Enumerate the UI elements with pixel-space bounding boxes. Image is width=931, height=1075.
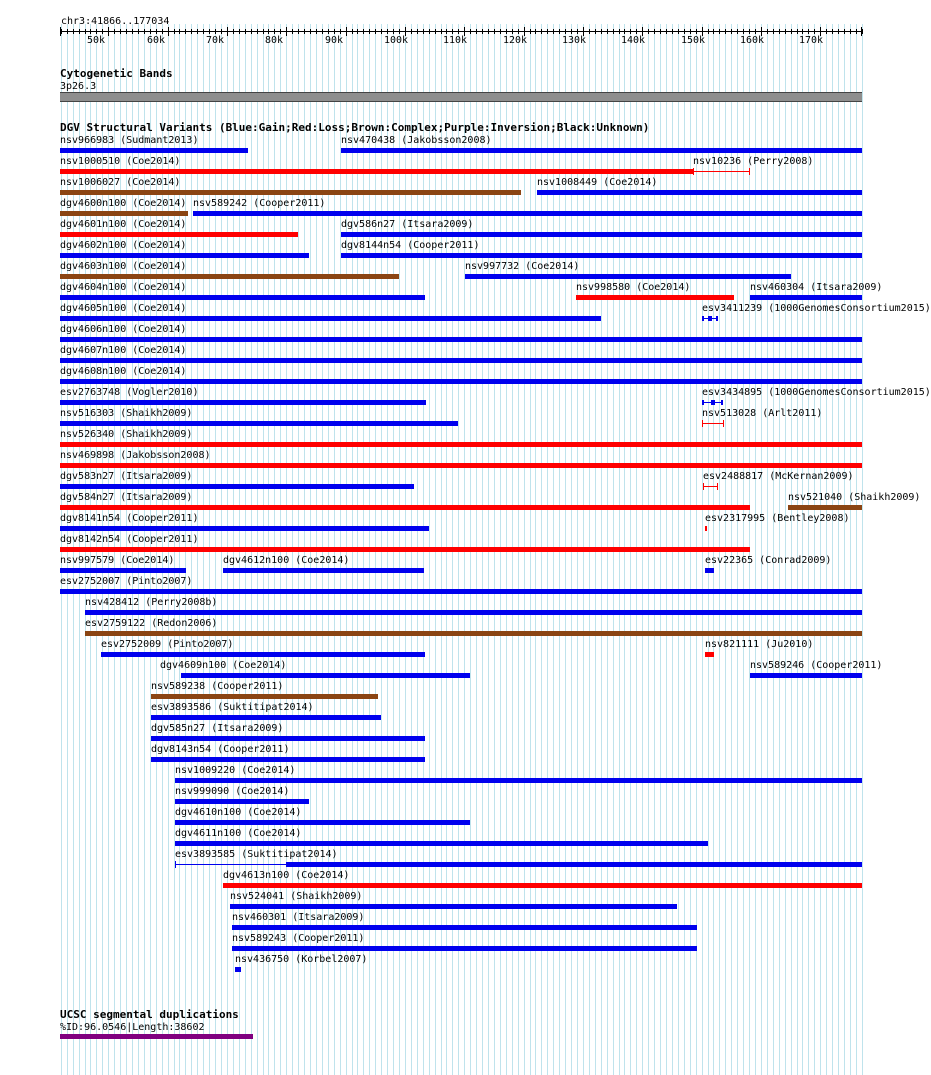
variant-bar[interactable]	[703, 486, 718, 487]
ruler-minor-tick	[619, 29, 620, 34]
ruler-minor-tick	[393, 29, 394, 34]
ruler-minor-tick	[814, 29, 815, 34]
ruler-tick	[346, 27, 347, 36]
ruler-minor-tick	[399, 29, 400, 34]
variant-label[interactable]: nsv460301 (Itsara2009)	[232, 912, 365, 923]
variant-bar[interactable]	[175, 820, 470, 825]
ruler-minor-tick	[470, 29, 471, 34]
variant-bar[interactable]	[232, 925, 697, 930]
variant-bar[interactable]	[85, 631, 862, 636]
variant-bar[interactable]	[193, 211, 862, 216]
variant-label[interactable]: dgv4605n100 (Coe2014)	[60, 303, 187, 314]
variant-label[interactable]: nsv999090 (Coe2014)	[175, 786, 290, 797]
ruler-minor-tick	[298, 29, 299, 34]
variant-bar[interactable]	[60, 379, 862, 384]
variant-label[interactable]: nsv1000510 (Coe2014)	[60, 156, 181, 167]
ruler-minor-tick	[304, 29, 305, 34]
variant-label[interactable]: dgv8144n54 (Cooper2011)	[341, 240, 480, 251]
variant-bar[interactable]	[286, 862, 862, 867]
variant-label[interactable]: nsv516303 (Shaikh2009)	[60, 408, 193, 419]
ruler-minor-tick	[731, 29, 732, 34]
ruler-minor-tick	[749, 29, 750, 34]
ruler-tick-label: 50k	[87, 35, 106, 46]
ruler-minor-tick	[535, 29, 536, 34]
segdup-track-title[interactable]: UCSC segmental duplications	[60, 1008, 239, 1021]
ruler-minor-tick	[120, 29, 121, 34]
ruler-minor-tick	[369, 29, 370, 34]
ruler-minor-tick	[713, 29, 714, 34]
variant-bar[interactable]	[85, 610, 862, 615]
variant-bar[interactable]	[576, 295, 734, 300]
variant-bar[interactable]	[151, 736, 425, 741]
ruler-minor-tick	[500, 29, 501, 34]
variant-label[interactable]: esv3411239 (1000GenomesConsortium2015)	[702, 303, 931, 314]
variant-label[interactable]: nsv589238 (Cooper2011)	[151, 681, 284, 692]
variant-label[interactable]: dgv584n27 (Itsara2009)	[60, 492, 193, 503]
variant-bar[interactable]	[60, 232, 298, 237]
variant-thin-part[interactable]	[175, 864, 286, 865]
variant-bar[interactable]	[60, 148, 248, 153]
variant-label[interactable]: dgv4610n100 (Coe2014)	[175, 807, 302, 818]
ruler-minor-tick	[162, 29, 163, 34]
variant-label[interactable]: nsv513028 (Arlt2011)	[702, 408, 823, 419]
ruler-minor-tick	[856, 29, 857, 34]
variant-bar[interactable]	[230, 904, 677, 909]
variant-bar[interactable]	[60, 316, 601, 321]
ruler-minor-tick	[779, 29, 780, 34]
ruler-tick	[168, 27, 169, 36]
variant-bar[interactable]	[341, 253, 862, 258]
ruler-minor-tick	[156, 29, 157, 34]
ruler-minor-tick	[138, 29, 139, 34]
variant-block	[721, 400, 723, 405]
ruler-tick-label: 100k	[384, 35, 409, 46]
variant-label[interactable]: dgv4612n100 (Coe2014)	[223, 555, 350, 566]
variant-endcap	[723, 420, 724, 427]
segdup-feature[interactable]	[60, 1034, 253, 1039]
ruler-minor-tick	[209, 29, 210, 34]
ruler-minor-tick	[67, 29, 68, 34]
variant-label[interactable]: esv2317995 (Bentley2008)	[705, 513, 850, 524]
ruler-minor-tick	[636, 29, 637, 34]
ruler-minor-tick	[826, 29, 827, 34]
variant-block	[239, 967, 241, 972]
ruler-minor-tick	[357, 29, 358, 34]
ruler-minor-tick	[494, 29, 495, 34]
ruler-minor-tick	[245, 29, 246, 34]
ruler-minor-tick	[838, 29, 839, 34]
ruler-minor-tick	[197, 29, 198, 34]
ruler-minor-tick	[334, 29, 335, 34]
variant-bar[interactable]	[60, 274, 399, 279]
variant-bar[interactable]	[60, 358, 862, 363]
variant-endcap	[693, 168, 694, 175]
cytoband-track-title[interactable]: Cytogenetic Bands	[60, 67, 173, 80]
ruler-tick-label: 60k	[147, 35, 166, 46]
variant-bar[interactable]	[60, 505, 750, 510]
segdup-label: %ID:96.0546|Length:38602	[60, 1022, 205, 1033]
variant-label[interactable]: esv2488817 (McKernan2009)	[703, 471, 854, 482]
ruler-minor-tick	[630, 29, 631, 34]
ruler-minor-tick	[476, 29, 477, 34]
ruler-minor-tick	[862, 29, 863, 34]
variant-label[interactable]: nsv589242 (Cooper2011)	[193, 198, 326, 209]
ruler-minor-tick	[755, 29, 756, 34]
variant-bar[interactable]	[181, 673, 470, 678]
variant-bar[interactable]	[60, 589, 862, 594]
variant-label[interactable]: dgv4606n100 (Coe2014)	[60, 324, 187, 335]
variant-label[interactable]: dgv4600n100 (Coe2014)	[60, 198, 187, 209]
ruler-minor-tick	[577, 29, 578, 34]
ruler-tick-label: 140k	[621, 35, 646, 46]
variant-bar[interactable]	[60, 169, 693, 174]
ruler-minor-tick	[387, 29, 388, 34]
ruler-minor-tick	[737, 29, 738, 34]
ruler-tick	[286, 27, 287, 36]
ruler-tick-label: 130k	[562, 35, 587, 46]
ruler-minor-tick	[743, 29, 744, 34]
ruler-minor-tick	[429, 29, 430, 34]
ruler-minor-tick	[316, 29, 317, 34]
ruler-minor-tick	[678, 29, 679, 34]
variant-bar[interactable]	[60, 337, 862, 342]
variant-bar[interactable]	[341, 148, 862, 153]
ruler-tick	[227, 27, 228, 36]
variant-endcap	[175, 861, 176, 868]
variant-bar[interactable]	[60, 295, 425, 300]
cytoband-bar[interactable]	[60, 92, 862, 102]
variant-label[interactable]: nsv1008449 (Coe2014)	[537, 177, 658, 188]
ruler-minor-tick	[257, 29, 258, 34]
variant-bar[interactable]	[60, 526, 429, 531]
variant-label[interactable]: dgv4607n100 (Coe2014)	[60, 345, 187, 356]
ruler-minor-tick	[767, 29, 768, 34]
variant-label[interactable]: nsv821111 (Ju2010)	[705, 639, 814, 650]
ruler-minor-tick	[624, 29, 625, 34]
variant-bar[interactable]	[175, 778, 862, 783]
ruler-minor-tick	[363, 29, 364, 34]
variant-bar[interactable]	[223, 568, 424, 573]
ruler-minor-tick	[85, 29, 86, 34]
ruler-minor-tick	[832, 29, 833, 34]
ruler-minor-tick	[203, 29, 204, 34]
variant-bar[interactable]	[693, 171, 750, 172]
variant-bar[interactable]	[60, 211, 188, 216]
variant-label[interactable]: nsv460304 (Itsara2009)	[750, 282, 883, 293]
variant-bar[interactable]	[705, 568, 714, 573]
ruler-tick-label: 90k	[325, 35, 344, 46]
ruler-minor-tick	[280, 29, 281, 34]
ruler-minor-tick	[61, 29, 62, 34]
ruler-minor-tick	[446, 29, 447, 34]
variant-bar[interactable]	[60, 190, 521, 195]
ruler-minor-tick	[559, 29, 560, 34]
variant-bar[interactable]	[60, 400, 426, 405]
ruler-minor-tick	[322, 29, 323, 34]
ruler-tick-label: 80k	[265, 35, 284, 46]
ruler-tick-label: 150k	[681, 35, 706, 46]
variant-bar[interactable]	[60, 421, 458, 426]
ruler-minor-tick	[79, 29, 80, 34]
ruler-tick	[108, 27, 109, 36]
variant-label[interactable]: nsv589243 (Cooper2011)	[232, 933, 365, 944]
variant-bar[interactable]	[60, 463, 862, 468]
variant-endcap	[703, 483, 704, 490]
variant-bar[interactable]	[60, 442, 862, 447]
variant-label[interactable]: nsv997732 (Coe2014)	[465, 261, 580, 272]
ruler-minor-tick	[328, 29, 329, 34]
ruler-tick-label: 110k	[443, 35, 468, 46]
ruler-minor-tick	[785, 29, 786, 34]
ruler-minor-tick	[684, 29, 685, 34]
ruler-minor-tick	[114, 29, 115, 34]
variant-label[interactable]: esv2763748 (Vogler2010)	[60, 387, 199, 398]
ruler-minor-tick	[233, 29, 234, 34]
ruler-tick-label: 70k	[206, 35, 225, 46]
variant-block	[708, 316, 712, 321]
ruler-minor-tick	[215, 29, 216, 34]
variant-bar[interactable]	[175, 841, 708, 846]
ruler-minor-tick	[441, 29, 442, 34]
ruler-minor-tick	[268, 29, 269, 34]
ruler-minor-tick	[263, 29, 264, 34]
variant-block	[702, 316, 704, 321]
ruler-minor-tick	[518, 29, 519, 34]
ruler-minor-tick	[191, 29, 192, 34]
variant-label[interactable]: dgv8141n54 (Cooper2011)	[60, 513, 199, 524]
variant-label[interactable]: nsv10236 (Perry2008)	[693, 156, 814, 167]
ruler-minor-tick	[696, 29, 697, 34]
ruler-minor-tick	[844, 29, 845, 34]
variant-label[interactable]: dgv4611n100 (Coe2014)	[175, 828, 302, 839]
ruler-minor-tick	[565, 29, 566, 34]
variant-bar[interactable]	[175, 799, 309, 804]
variant-label[interactable]: nsv469898 (Jakobsson2008)	[60, 450, 211, 461]
variant-label[interactable]: dgv4609n100 (Coe2014)	[160, 660, 287, 671]
ruler-minor-tick	[292, 29, 293, 34]
ruler-minor-tick	[660, 29, 661, 34]
ruler-minor-tick	[126, 29, 127, 34]
ruler-minor-tick	[708, 29, 709, 34]
ruler-minor-tick	[512, 29, 513, 34]
ruler-minor-tick	[96, 29, 97, 34]
variant-label[interactable]: dgv4602n100 (Coe2014)	[60, 240, 187, 251]
variant-label[interactable]: esv22365 (Conrad2009)	[705, 555, 832, 566]
ruler-minor-tick	[547, 29, 548, 34]
variant-label[interactable]: dgv4601n100 (Coe2014)	[60, 219, 187, 230]
ruler-minor-tick	[672, 29, 673, 34]
ruler-minor-tick	[654, 29, 655, 34]
ruler-minor-tick	[174, 29, 175, 34]
variant-label[interactable]: nsv1006027 (Coe2014)	[60, 177, 181, 188]
ruler-minor-tick	[802, 29, 803, 34]
ruler-minor-tick	[589, 29, 590, 34]
ruler-minor-tick	[541, 29, 542, 34]
ruler-minor-tick	[150, 29, 151, 34]
ruler-minor-tick	[601, 29, 602, 34]
ruler-minor-tick	[352, 29, 353, 34]
ruler-minor-tick	[435, 29, 436, 34]
variant-bar[interactable]	[702, 423, 724, 424]
variant-label[interactable]: esv2759122 (Redon2006)	[85, 618, 218, 629]
ruler-minor-tick	[381, 29, 382, 34]
ruler-minor-tick	[185, 29, 186, 34]
variant-bar[interactable]	[151, 694, 378, 699]
variant-label[interactable]: nsv997579 (Coe2014)	[60, 555, 175, 566]
variant-label[interactable]: nsv470438 (Jakobsson2008)	[341, 135, 492, 146]
variant-label[interactable]: esv3893585 (Suktitipat2014)	[175, 849, 338, 860]
variant-label[interactable]: esv2752007 (Pinto2007)	[60, 576, 193, 587]
variant-block	[711, 400, 715, 405]
variant-label[interactable]: dgv4613n100 (Coe2014)	[223, 870, 350, 881]
ruler-minor-tick	[90, 29, 91, 34]
ruler-minor-tick	[791, 29, 792, 34]
variant-bar[interactable]	[537, 190, 862, 195]
ruler-minor-tick	[179, 29, 180, 34]
variant-label[interactable]: nsv966983 (Sudmant2013)	[60, 135, 199, 146]
variant-label[interactable]: dgv583n27 (Itsara2009)	[60, 471, 193, 482]
variant-label[interactable]: nsv589246 (Cooper2011)	[750, 660, 883, 671]
ruler-minor-tick	[375, 29, 376, 34]
ruler-minor-tick	[850, 29, 851, 34]
ruler-minor-tick	[773, 29, 774, 34]
ruler-minor-tick	[506, 29, 507, 34]
variant-bar[interactable]	[705, 526, 707, 531]
ruler-tick-label: 120k	[503, 35, 528, 46]
variant-endcap	[749, 168, 750, 175]
ruler-minor-tick	[73, 29, 74, 34]
variant-bar[interactable]	[232, 946, 697, 951]
variant-bar[interactable]	[465, 274, 791, 279]
variant-bar[interactable]	[60, 484, 414, 489]
variant-label[interactable]: dgv4603n100 (Coe2014)	[60, 261, 187, 272]
ruler-tick-label: 170k	[799, 35, 824, 46]
variant-bar[interactable]	[60, 568, 186, 573]
variant-bar[interactable]	[705, 652, 714, 657]
ruler-minor-tick	[310, 29, 311, 34]
cytoband-label: 3p26.3	[60, 81, 97, 92]
variant-block	[716, 316, 718, 321]
ruler-minor-tick	[239, 29, 240, 34]
variant-label[interactable]: esv3434895 (1000GenomesConsortium2015)	[702, 387, 931, 398]
ruler-axis	[60, 31, 862, 32]
ruler-minor-tick	[719, 29, 720, 34]
ruler-minor-tick	[452, 29, 453, 34]
variant-label[interactable]: nsv428412 (Perry2008b)	[85, 597, 218, 608]
variant-label[interactable]: dgv8142n54 (Cooper2011)	[60, 534, 199, 545]
ruler-minor-tick	[423, 29, 424, 34]
variant-endcap	[717, 483, 718, 490]
variant-label[interactable]: dgv4608n100 (Coe2014)	[60, 366, 187, 377]
variant-label[interactable]: dgv585n27 (Itsara2009)	[151, 723, 284, 734]
ruler-minor-tick	[488, 29, 489, 34]
ruler-minor-tick	[251, 29, 252, 34]
ruler-minor-tick	[613, 29, 614, 34]
variant-label[interactable]: nsv436750 (Korbel2007)	[235, 954, 368, 965]
ruler-minor-tick	[274, 29, 275, 34]
ruler-minor-tick	[571, 29, 572, 34]
variant-label[interactable]: dgv8143n54 (Cooper2011)	[151, 744, 290, 755]
ruler-minor-tick	[340, 29, 341, 34]
ruler-minor-tick	[666, 29, 667, 34]
ruler-minor-tick	[595, 29, 596, 34]
variant-endcap	[702, 420, 703, 427]
variant-bar[interactable]	[151, 715, 381, 720]
variant-bar[interactable]	[60, 253, 309, 258]
ruler-minor-tick	[458, 29, 459, 34]
coordinate-label: chr3:41866..177034	[61, 16, 170, 27]
variant-label[interactable]: esv2752009 (Pinto2007)	[101, 639, 234, 650]
variant-label[interactable]: nsv524041 (Shaikh2009)	[230, 891, 363, 902]
ruler-minor-tick	[411, 29, 412, 34]
ruler-minor-tick	[530, 29, 531, 34]
dgv-track-title[interactable]: DGV Structural Variants (Blue:Gain;Red:Loss;Brown:Complex;Purple:Inversion;Black:Unknown)	[60, 121, 650, 134]
variant-block	[702, 400, 704, 405]
ruler-minor-tick	[482, 29, 483, 34]
variant-label[interactable]: dgv586n27 (Itsara2009)	[341, 219, 474, 230]
variant-label[interactable]: nsv1009220 (Coe2014)	[175, 765, 296, 776]
variant-bar[interactable]	[223, 883, 862, 888]
ruler-minor-tick	[690, 29, 691, 34]
variant-label[interactable]: esv3893586 (Suktitipat2014)	[151, 702, 314, 713]
variant-label[interactable]: nsv521040 (Shaikh2009)	[788, 492, 921, 503]
variant-bar[interactable]	[151, 757, 425, 762]
variant-label[interactable]: nsv998580 (Coe2014)	[576, 282, 691, 293]
variant-bar[interactable]	[101, 652, 425, 657]
variant-label[interactable]: dgv4604n100 (Coe2014)	[60, 282, 187, 293]
ruler-minor-tick	[144, 29, 145, 34]
ruler-minor-tick	[808, 29, 809, 34]
ruler-minor-tick	[102, 29, 103, 34]
ruler-minor-tick	[725, 29, 726, 34]
variant-bar[interactable]	[750, 673, 862, 678]
variant-bar[interactable]	[341, 232, 862, 237]
ruler-minor-tick	[221, 29, 222, 34]
ruler-minor-tick	[132, 29, 133, 34]
variant-bar[interactable]	[750, 295, 862, 300]
ruler-minor-tick	[417, 29, 418, 34]
ruler-tick-label: 160k	[740, 35, 765, 46]
ruler-minor-tick	[797, 29, 798, 34]
ruler-minor-tick	[553, 29, 554, 34]
ruler-minor-tick	[607, 29, 608, 34]
variant-bar[interactable]	[788, 505, 862, 510]
variant-bar[interactable]	[60, 547, 750, 552]
ruler-minor-tick	[648, 29, 649, 34]
variant-label[interactable]: nsv526340 (Shaikh2009)	[60, 429, 193, 440]
